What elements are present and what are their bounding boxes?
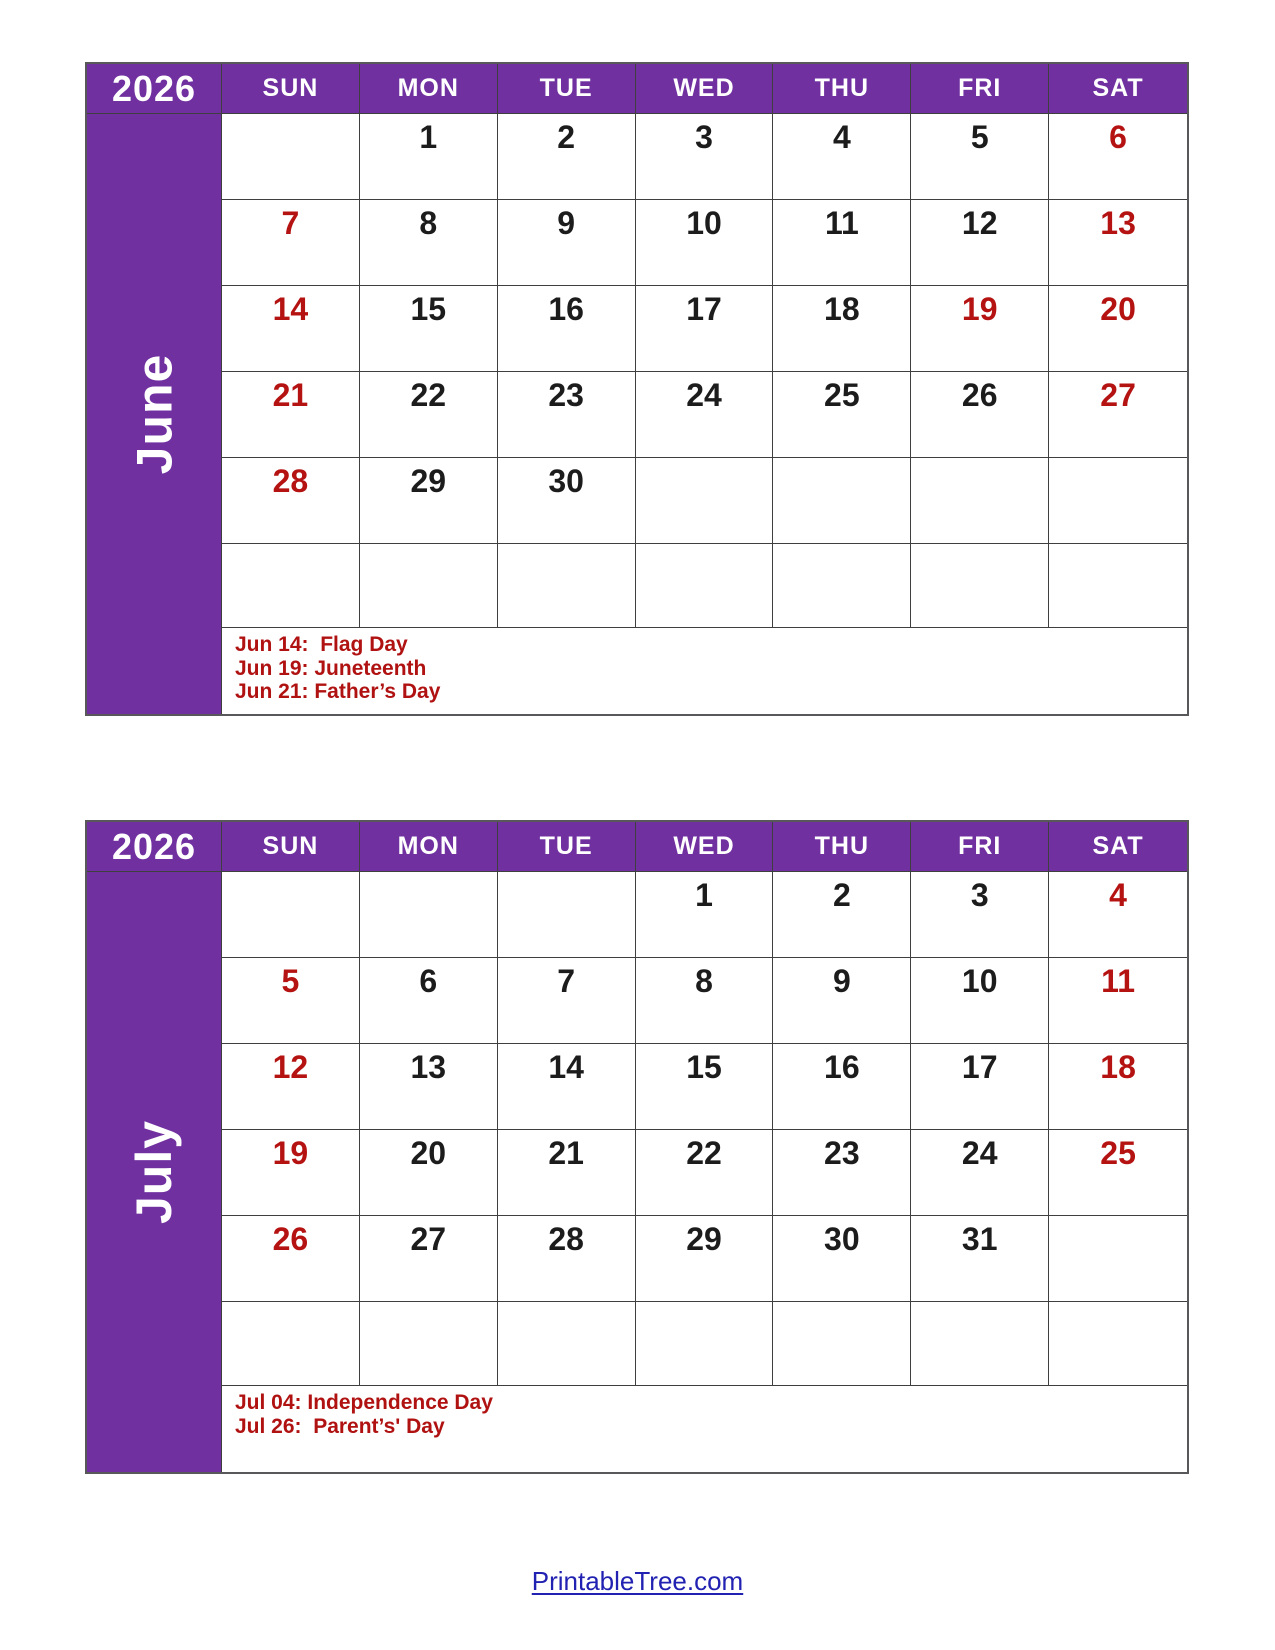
day-cell: 6 (1049, 114, 1187, 200)
holiday-note: Jul 04: Independence Day (235, 1391, 493, 1414)
month-sidebar (87, 872, 222, 1472)
day-cell: 22 (360, 372, 498, 458)
day-cell: 2 (498, 114, 636, 200)
empty-day-cell (773, 544, 911, 628)
day-header-tue: TUE (498, 64, 636, 114)
day-cell: 13 (1049, 200, 1187, 286)
holiday-notes (222, 1386, 1187, 1472)
day-cell: 29 (360, 458, 498, 544)
empty-day-cell (911, 458, 1049, 544)
holiday-note: Jun 21: Father’s Day (235, 680, 441, 703)
holiday-note: Jun 14: Flag Day (235, 633, 408, 656)
month-label: July (126, 1119, 182, 1225)
day-cell: 26 (222, 1216, 360, 1302)
holiday-note: Jun 19: Juneteenth (235, 656, 427, 680)
empty-day-cell (222, 872, 360, 958)
day-cell: 24 (911, 1130, 1049, 1216)
empty-day-cell (222, 114, 360, 200)
day-cell: 23 (773, 1130, 911, 1216)
day-cell: 20 (360, 1130, 498, 1216)
empty-day-cell (360, 544, 498, 628)
day-header-fri: FRI (911, 64, 1049, 114)
day-cell: 11 (773, 200, 911, 286)
empty-day-cell (773, 458, 911, 544)
empty-day-cell (1049, 458, 1187, 544)
page-footer (0, 1566, 1275, 1597)
day-header-tue: TUE (498, 822, 636, 872)
day-cell: 18 (1049, 1044, 1187, 1130)
day-cell: 28 (498, 1216, 636, 1302)
day-cell: 30 (498, 458, 636, 544)
day-cell: 9 (498, 200, 636, 286)
day-cell: 28 (222, 458, 360, 544)
day-header-sun: SUN (222, 64, 360, 114)
empty-day-cell (1049, 1216, 1187, 1302)
day-cell: 7 (498, 958, 636, 1044)
day-cell: 20 (1049, 286, 1187, 372)
day-cell: 16 (773, 1044, 911, 1130)
empty-day-cell (636, 458, 774, 544)
empty-day-cell (1049, 544, 1187, 628)
day-cell: 8 (636, 958, 774, 1044)
empty-day-cell (773, 1302, 911, 1386)
day-cell: 8 (360, 200, 498, 286)
holiday-note: Jul 26: Parent’s' Day (235, 1414, 445, 1438)
day-cell: 10 (636, 200, 774, 286)
day-cell: 17 (911, 1044, 1049, 1130)
month-sidebar (87, 114, 222, 714)
footer-link[interactable]: PrintableTree.com (531, 1566, 744, 1596)
empty-day-cell (498, 1302, 636, 1386)
empty-day-cell (911, 544, 1049, 628)
day-cell: 22 (636, 1130, 774, 1216)
year-label: 2026 (87, 822, 222, 872)
empty-day-cell (360, 1302, 498, 1386)
day-cell: 31 (911, 1216, 1049, 1302)
day-cell: 4 (1049, 872, 1187, 958)
day-cell: 12 (222, 1044, 360, 1130)
day-cell: 25 (773, 372, 911, 458)
year-label: 2026 (87, 64, 222, 114)
day-cell: 15 (636, 1044, 774, 1130)
empty-day-cell (498, 544, 636, 628)
day-cell: 15 (360, 286, 498, 372)
day-header-thu: THU (773, 822, 911, 872)
day-cell: 3 (636, 114, 774, 200)
day-cell: 7 (222, 200, 360, 286)
day-cell: 21 (222, 372, 360, 458)
empty-day-cell (636, 544, 774, 628)
day-cell: 30 (773, 1216, 911, 1302)
day-cell: 29 (636, 1216, 774, 1302)
day-cell: 27 (360, 1216, 498, 1302)
day-cell: 27 (1049, 372, 1187, 458)
day-cell: 5 (911, 114, 1049, 200)
day-cell: 19 (911, 286, 1049, 372)
day-cell: 23 (498, 372, 636, 458)
holiday-notes (222, 628, 1187, 714)
day-header-wed: WED (636, 64, 774, 114)
empty-day-cell (360, 872, 498, 958)
calendar-july (85, 820, 1189, 1474)
empty-day-cell (498, 872, 636, 958)
day-header-thu: THU (773, 64, 911, 114)
day-cell: 14 (498, 1044, 636, 1130)
day-cell: 1 (360, 114, 498, 200)
day-cell: 12 (911, 200, 1049, 286)
empty-day-cell (1049, 1302, 1187, 1386)
day-cell: 3 (911, 872, 1049, 958)
day-cell: 16 (498, 286, 636, 372)
empty-day-cell (222, 1302, 360, 1386)
day-header-mon: MON (360, 822, 498, 872)
day-cell: 4 (773, 114, 911, 200)
day-cell: 9 (773, 958, 911, 1044)
empty-day-cell (636, 1302, 774, 1386)
day-cell: 17 (636, 286, 774, 372)
day-cell: 21 (498, 1130, 636, 1216)
day-cell: 1 (636, 872, 774, 958)
day-cell: 26 (911, 372, 1049, 458)
day-cell: 5 (222, 958, 360, 1044)
day-cell: 18 (773, 286, 911, 372)
day-header-mon: MON (360, 64, 498, 114)
month-label: June (125, 353, 182, 475)
day-cell: 2 (773, 872, 911, 958)
day-cell: 13 (360, 1044, 498, 1130)
day-cell: 19 (222, 1130, 360, 1216)
day-cell: 24 (636, 372, 774, 458)
day-cell: 14 (222, 286, 360, 372)
day-header-sun: SUN (222, 822, 360, 872)
day-cell: 10 (911, 958, 1049, 1044)
day-header-fri: FRI (911, 822, 1049, 872)
day-cell: 11 (1049, 958, 1187, 1044)
day-header-sat: SAT (1049, 64, 1187, 114)
day-cell: 6 (360, 958, 498, 1044)
empty-day-cell (911, 1302, 1049, 1386)
empty-day-cell (222, 544, 360, 628)
day-header-wed: WED (636, 822, 774, 872)
day-header-sat: SAT (1049, 822, 1187, 872)
calendar-june (85, 62, 1189, 716)
day-cell: 25 (1049, 1130, 1187, 1216)
